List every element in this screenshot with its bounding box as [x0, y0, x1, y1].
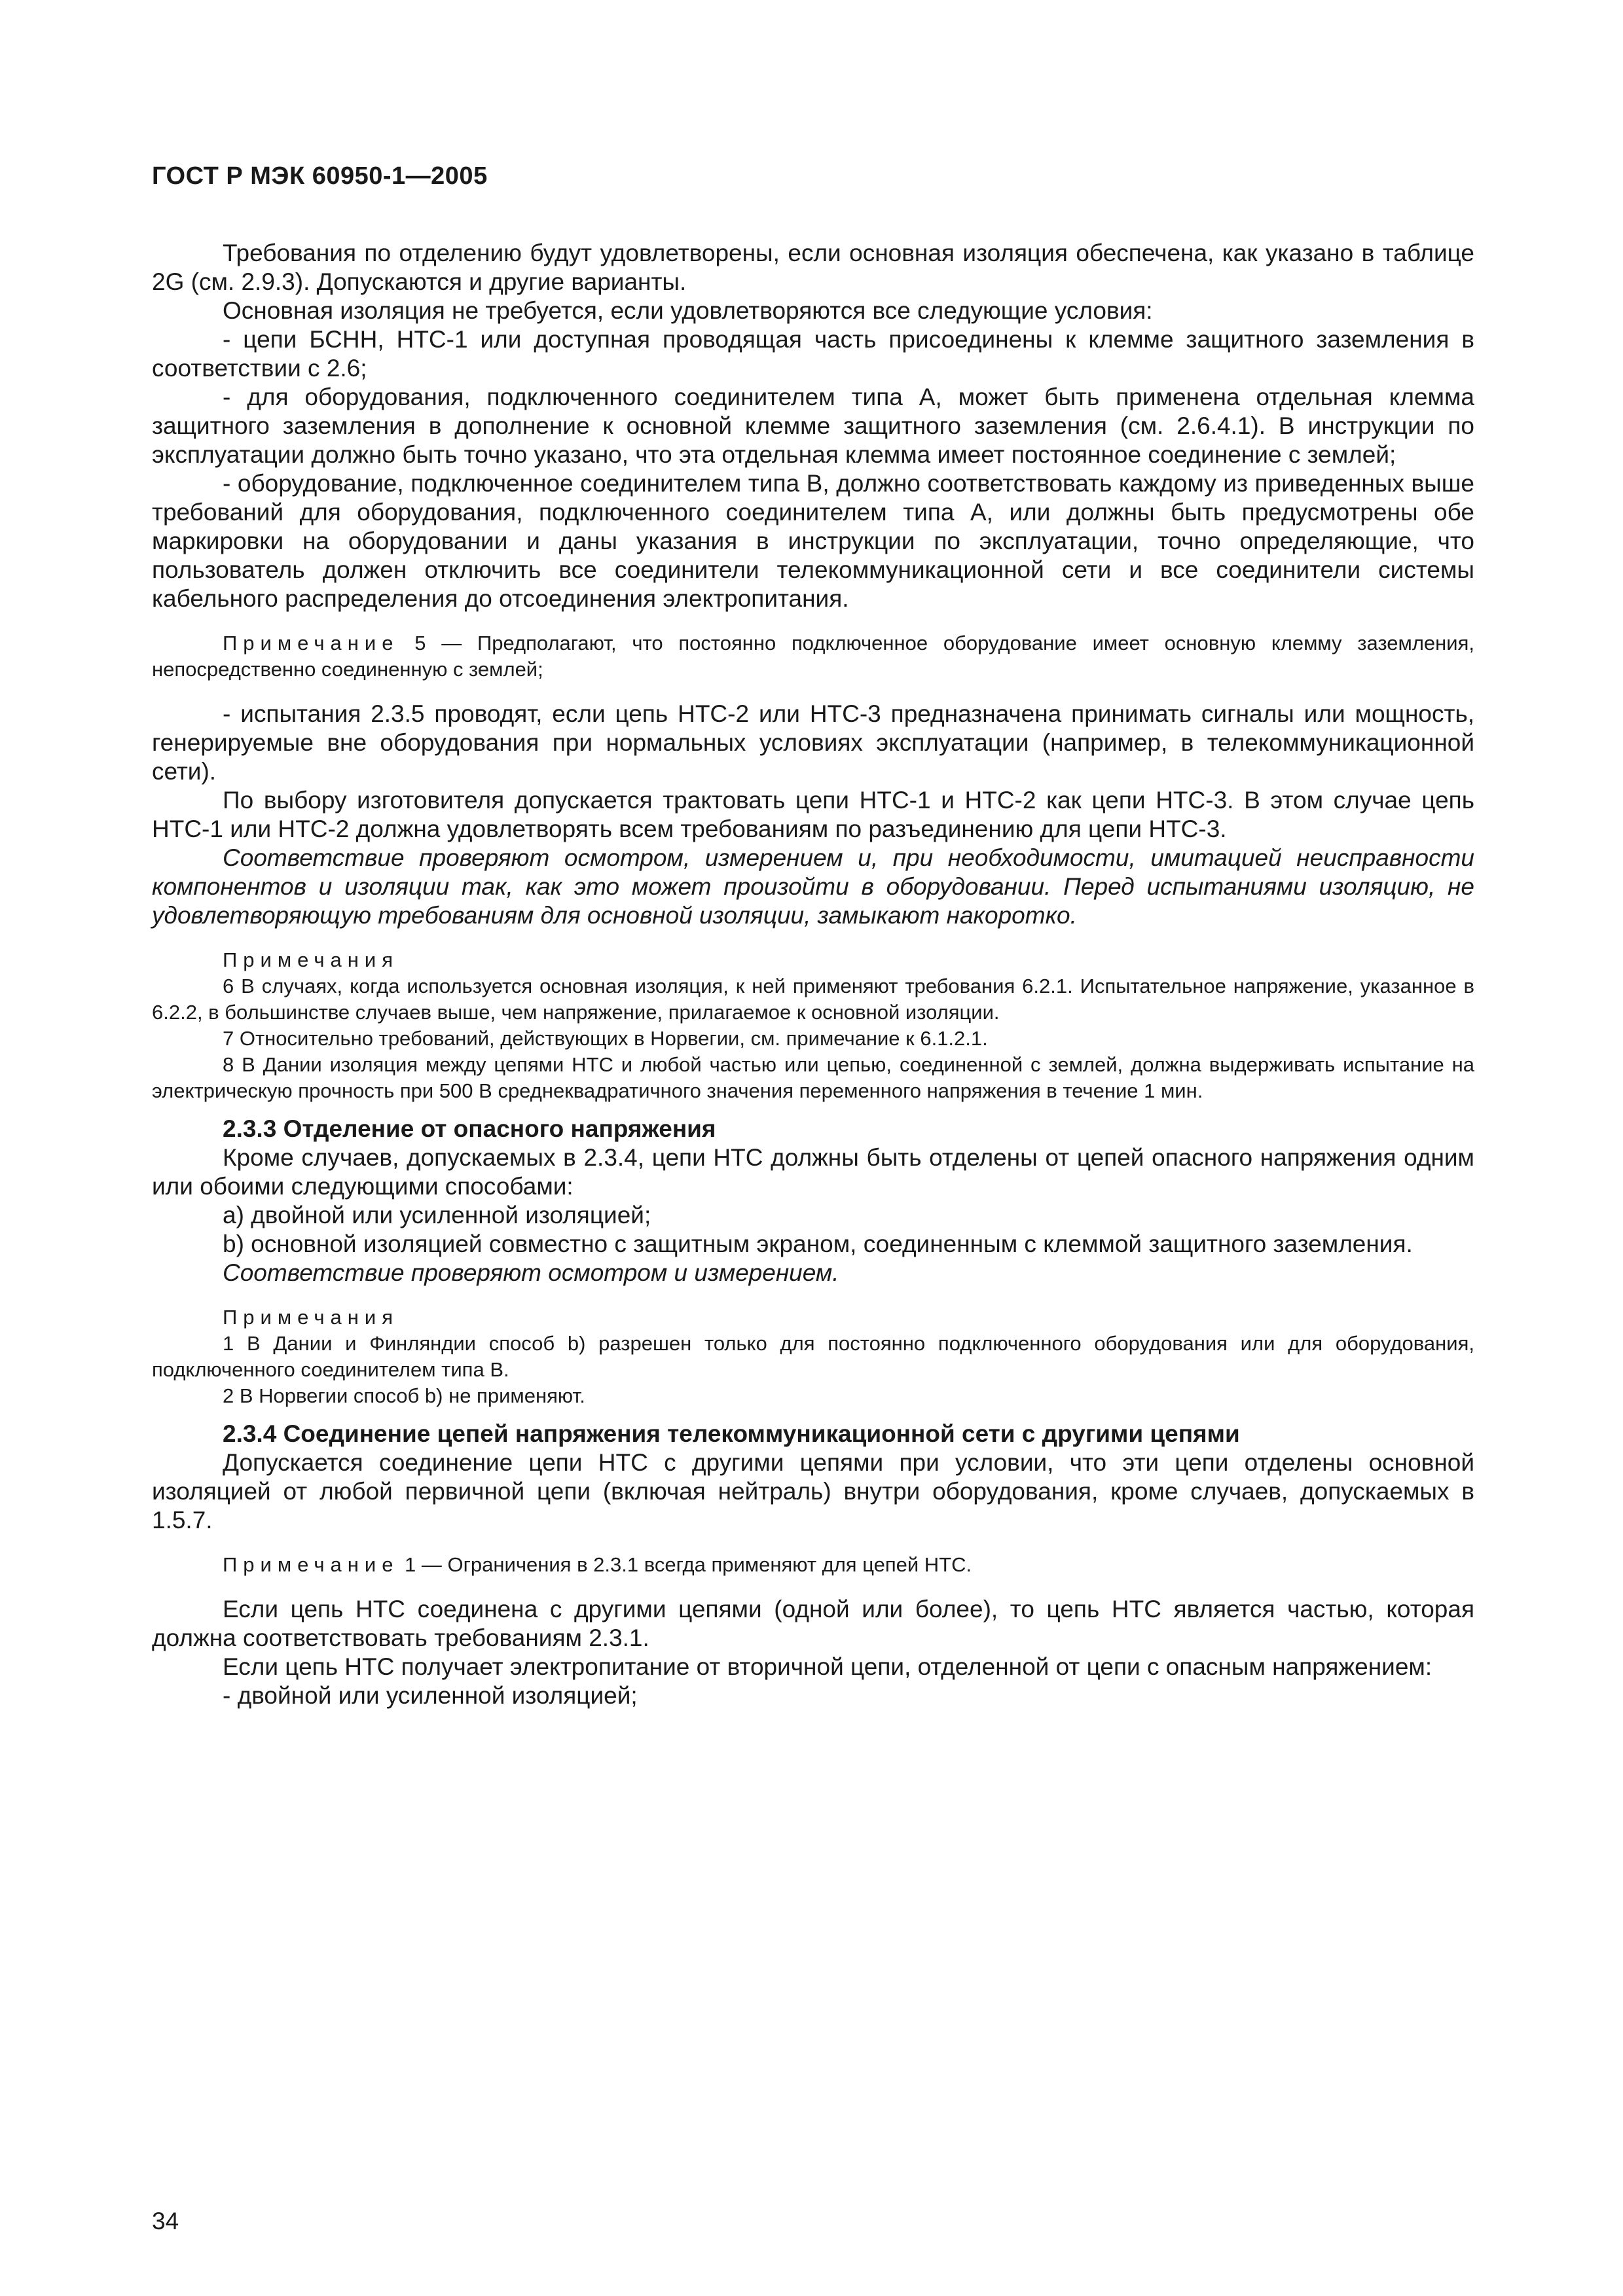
page-number: 34 [152, 2208, 179, 2234]
list-item: - испытания 2.3.5 проводят, если цепь НТС-2 или НТС-3 предназначена принимать сигналы или мощность, генерируемые вне оборудования при нормальных условиях эксплуатации (например, в телекоммуникационной сети). [152, 700, 1474, 785]
document-header: ГОСТ Р МЭК 60950-1—2005 [152, 162, 488, 190]
paragraph: По выбору изготовителя допускается трактовать цепи НТС-1 и НТС-2 как цепи НТС-3. В этом случае цепь НТС-1 или НТС-2 должна удовлетворять всем требованиям по разъединению для цепи НТС-3. [152, 787, 1474, 842]
note: 7 Относительно требований, действующих в Норвегии, см. примечание к 6.1.2.1. [223, 1027, 988, 1050]
section-heading: 2.3.4 Соединение цепей напряжения телекоммуникационной сети с другими цепями [223, 1420, 1240, 1447]
note-text: 5 — Предполагают, что постоянно подключенное оборудование имеет основную клемму заземления, непосредственно соединенную с землей; [152, 632, 1474, 681]
list-item: - для оборудования, подключенного соединителем типа А, может быть применена отдельная клемма защитного заземления в дополнение к основной клемме защитного заземления (см. 2.6.4.1). В инструкции по эксплуатации должно быть точно указано, что эта отдельная клемма имеет постоянное соединение с землей; [152, 384, 1474, 468]
paragraph: Требования по отделению будут удовлетворены, если основная изоляция обеспечена, как указано в таблице 2G (см. 2.9.3). Допускаются и другие варианты. [152, 240, 1474, 295]
note-label: Примечание [223, 1553, 399, 1576]
paragraph: Допускается соединение цепи НТС с другими цепями при условии, что эти цепи отделены основной изоляцией от любой первичной цепи (включая нейтраль) внутри оборудования, кроме случаев, допускаемых в 1.5.7. [152, 1449, 1474, 1534]
section-heading: 2.3.3 Отделение от опасного напряжения [223, 1115, 716, 1142]
note [152, 630, 1474, 683]
paragraph: Если цепь НТС соединена с другими цепями (одной или более), то цепь НТС является частью, которая должна соответствовать требованиям 2.3.1. [152, 1596, 1474, 1651]
note: 6 В случаях, когда используется основная изоляция, к ней применяют требования 6.2.1. Испытательное напряжение, указанное в 6.2.2, в большинстве случаев выше, чем напряжение, прилагаемое к основной изоляции. [152, 975, 1474, 1024]
conformity-statement: Соответствие проверяют осмотром, измерением и, при необходимости, имитацией неисправности компонентов и изоляции так, как это может произойти в оборудовании. Перед испытаниями изоляцию, не удовлетворяющую требованиям для основной изоляции, замыкают накоротко. [152, 844, 1474, 929]
list-item: - цепи БСНН, НТС-1 или доступная проводящая часть присоединены к клемме защитного заземления в соответствии с 2.6; [152, 326, 1474, 382]
note-text: 1 — Ограничения в 2.3.1 всегда применяют для цепей НТС. [399, 1553, 972, 1576]
note [152, 1552, 1474, 1578]
notes-label: Примечания [223, 948, 399, 971]
paragraph: Если цепь НТС получает электропитание от вторичной цепи, отделенной от цепи с опасным напряжением: [223, 1653, 1432, 1680]
notes-label: Примечания [223, 1306, 399, 1329]
list-item: b) основной изоляцией совместно с защитным экраном, соединенным с клеммой защитного заземления. [223, 1230, 1413, 1257]
list-item: - оборудование, подключенное соединителем типа В, должно соответствовать каждому из приведенных выше требований для оборудования, подключенного соединителем типа А, или должны быть предусмотрены обе маркировки на оборудовании и даны указания в инструкции по эксплуатации, точно определяющие, что пользователь должен отключить все соединители телекоммуникационной сети и все соединители системы кабельного распределения до отсоединения электропитания. [152, 470, 1474, 612]
conformity-statement: Соответствие проверяют осмотром и измерением. [223, 1259, 839, 1286]
note: 2 В Норвегии способ b) не применяют. [223, 1384, 585, 1407]
note: 8 В Дании изоляция между цепями НТС и любой частью или цепью, соединенной с землей, должна выдерживать испытание на электрическую прочность при 500 В среднеквадратичного значения переменного напряжения в течение 1 мин. [152, 1053, 1474, 1102]
note: 1 В Дании и Финляндии способ b) разрешен только для постоянно подключенного оборудования или для оборудования, подключенного соединителем типа В. [152, 1332, 1474, 1381]
list-item: - двойной или усиленной изоляцией; [223, 1682, 638, 1709]
paragraph: Кроме случаев, допускаемых в 2.3.4, цепи НТС должны быть отделены от цепей опасного напряжения одним или обоими следующими способами: [152, 1144, 1474, 1200]
document-page [152, 162, 1474, 2244]
list-item: a) двойной или усиленной изоляцией; [223, 1202, 651, 1229]
note-label: Примечание [223, 632, 399, 655]
paragraph: Основная изоляция не требуется, если удовлетворяются все следующие условия: [223, 297, 1153, 324]
